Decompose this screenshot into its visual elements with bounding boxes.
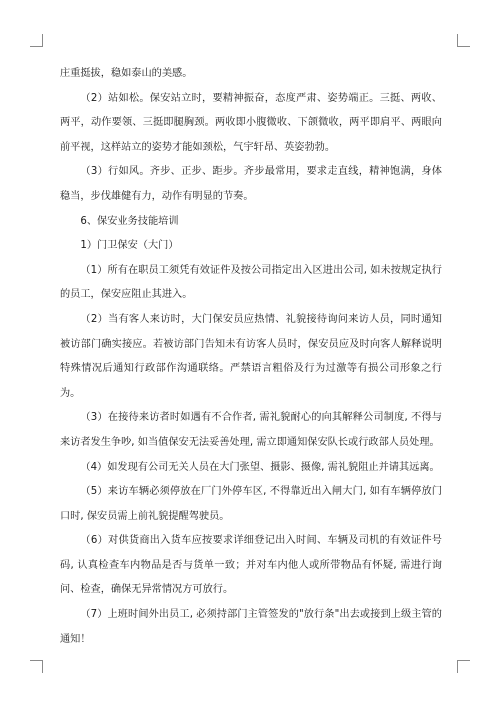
paragraph-rule-4: （4）如发现有公司无关人员在大门张望、摄影、摄像, 需礼貌阻止并请其远离。 xyxy=(80,461,440,473)
crop-mark-bottom-right xyxy=(457,660,470,673)
paragraph-rule-2: （2）当有客人来访时，大门保安员应热情、礼貌接待询问来访人员，同时通知被访部门确实接应。若被访部门告知未有访客人员时，保安员应及时向客人解释说明特殊情况后通知行政部作沟通联络。严禁语言粗俗及行为过激等有损公司形象之行为。 xyxy=(60,313,442,399)
paragraph-rule-3: （3）在接待来访者时如遇有不合作者, 需礼貌耐心的向其解释公司制度, 不得与来访者发生争吵, 如当值保安无法妥善处理, 需立即通知保安队长或行政部人员处理。 xyxy=(60,412,442,448)
document-body xyxy=(60,62,442,652)
subsection-heading-gate-guard: 1）门卫保安（大门） xyxy=(80,240,179,252)
crop-mark-top-right xyxy=(457,34,470,47)
paragraph-rule-7: （7）上班时间外出员工, 必须持部门主管签发的"放行条"出去或接到上级主管的通知！ xyxy=(60,609,442,645)
paragraph-stand-like-pine: （2）站如松。保安站立时，要精神振奋，态度严肃、姿势端正。三挺、两收、两平，动作要领、三挺即腿胸颈。两收即小腹微收、下颌微收，两平即肩平、两眼向前平视，这样站立的姿势才能如颈松，气宇轩昂、英姿勃勃。 xyxy=(60,92,442,153)
paragraph-rule-1: （1）所有在职员工须凭有效证件及按公司指定出入区进出公司, 如未按规定执行的员工，保安应阻止其进入。 xyxy=(60,264,442,301)
paragraph-continuation: 庄重挺拔，稳如泰山的美感。 xyxy=(60,68,193,79)
section-heading-skills-training: 6、保安业务技能培训 xyxy=(80,215,179,227)
paragraph-rule-6: （6）对供货商出入货车应按要求详细登记出入时间、车辆及司机的有效证件号码, 认真检查车内物品是否与货单一致；并对车内他人或所带物品有怀疑, 需进行询问、检查，确保无异常情况方可放行。 xyxy=(60,535,442,596)
paragraph-walk-like-wind: （3）行如风。齐步、正步、距步。齐步最常用，要求走直线，精神饱满，身体稳当，步伐雄健有力，动作有明显的节奏。 xyxy=(60,166,442,202)
paragraph-rule-5: （5）来访车辆必须停放在厂门外停车区, 不得靠近出入闸大门, 如有车辆停放门口时, 保安员需上前礼貌提醒驾驶员。 xyxy=(60,486,442,522)
crop-mark-bottom-left xyxy=(30,660,43,673)
crop-mark-top-left xyxy=(30,34,43,47)
